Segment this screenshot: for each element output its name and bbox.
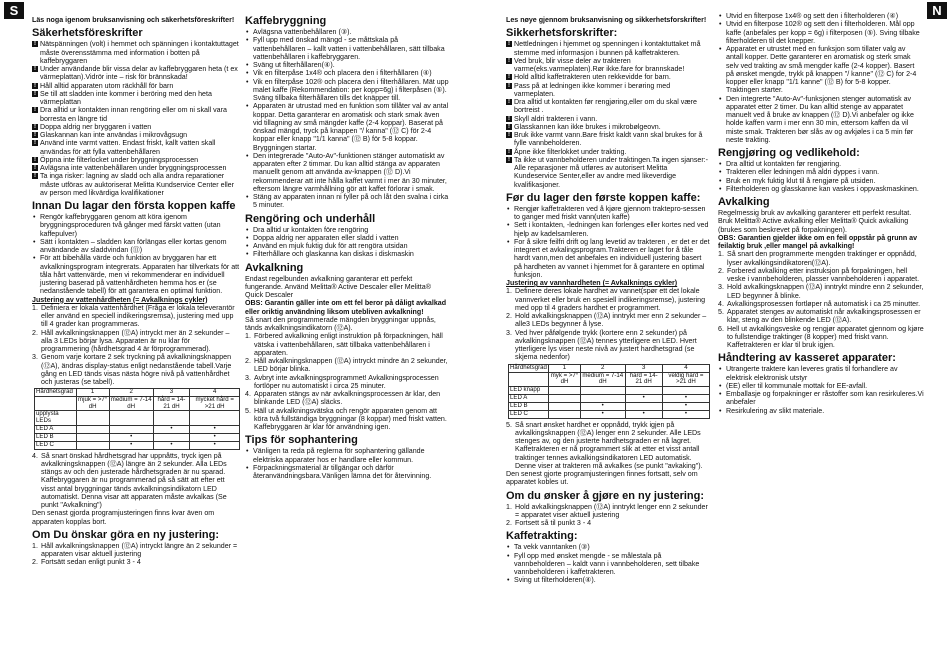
step-item: 5. Så snart ønsket hardhet er oppnådd, trykk igjen på avkalkingsknappen (⑫A) lenger enn 2 sekunder. Alle LEDs stenges av, og den justerte hardhetsgraden er nå lagret. Kaffetrakteren er nå programmert slik at etter et visst antall traktinger tennes avkalkingsindikatoren LED automatisk. Denne viser at trakteren må avkalkes (se punkt "avkaking"). <box>506 421 710 471</box>
table-led-mark: • <box>625 410 662 418</box>
step-item: 4. Så snart önskad hårdhetsgrad har uppnåtts, tryck igen på avkalkningsknappen (⑫A) längre än 2 sekunder. Alla LEDs stängs av och den justerade hårdhetsgraden är nu sparad. Kaffebryggaren är nu programmerad på så sätt att efter ett visst antal bryggningar tänds avkalkningsindikatorn LED automatiskt. Denna visar att apparaten måste avkalkas (Se punkt "Avkalkning") <box>32 452 240 510</box>
table-leds-row <box>35 411 240 425</box>
no-intro: Les nøye gjennom bruksanvisning og sikkerhetsforskrifter! <box>506 16 707 24</box>
table-empty-cell <box>76 411 109 425</box>
no-disposal-list <box>718 365 924 415</box>
step-item: 6. Hell ut avkalkingsveske og rengjør apparatet gjennom og kjøre to fullstendige traktinger (8 kopper) med friskt vann. Kaffetrakteren er klar til bruk igjen. <box>718 325 924 350</box>
step-item: 4. Apparaten stängs av när avkalkningsprocessen är klar, den blinkande LED (⑫A) släcks. <box>245 390 449 407</box>
no-brew-list-part2 <box>718 12 924 144</box>
list-item: • Dra alltid ur kontakten före rengöring <box>245 226 449 234</box>
table-leds-row <box>509 386 710 394</box>
table-col-desc: medium = 7-14 dH <box>110 396 152 410</box>
sv-first-title: Innan Du lagar den första koppen kaffe <box>32 200 236 212</box>
table-led-mark: • <box>662 402 709 410</box>
no-first-list <box>506 205 710 279</box>
no-safety-title: Sikkerhetsforskrifter: <box>506 27 618 40</box>
step-item: 1. Definere deres lokale hardhet av vannet(spør ett det lokale vannverket eller bruk en spesiell indikeringsremse), justering med opp til 4 graders hardhet er programmert. <box>506 287 710 312</box>
sv-safety-title: Säkerhetsföreskrifter <box>32 27 143 40</box>
list-item: • Filterholderen og glasskanne kan vaskes i oppvaskmaskinen. <box>718 185 924 193</box>
list-item: • Den integrerte "Auto-Av"-funksjonen stenger automatisk av apparatet etter 2 timer. Du kan alltid stenge av apparatet manuelt ved å bruke av knappen (⑫ D).Vi anbefaler og ikke holde kaffen varm i mer enn 30 min, ettersom kaffen da vil miste smak. Trakteren bør slås av og avkjøles i ca 5 min før neste trakting. <box>718 95 924 145</box>
sv-disposal-list <box>245 447 449 480</box>
sv-brew-list <box>245 28 449 210</box>
no-change-title: Om du ønsker å gjøre en ny justering: <box>506 489 705 502</box>
table-empty-cell <box>153 411 190 425</box>
list-item: • Den integrerade "Auto-Av"-funktionen stänger automatiskt av apparaten efter 2 timmar. Du kan alltid stänga av apparaten manuellt genom att använda av-knappen (⑫ D).Vi rekommenderar att inte hålla kaffet varmt i mer än 30 minuter, eftersom längre varmhållning gör att kaffet förlorar i smak. <box>245 152 449 193</box>
step-item: 1. Förbered avkalkning enligt instruktion på förpackningen, häll vätska i vattenbehållaren, sätt tillbaka vattenbehållaren i apparaten. <box>245 332 449 357</box>
safety-item: ! Pass på at ledningen ikke kommer i berøring med varmeplaten. <box>506 82 710 99</box>
list-item: • Vänligen ta reda på reglerna för sophantering gällande elektriska apparater hos er handlare eller kommun. <box>245 447 449 464</box>
list-item: • Utvid en filterpose 102® og sett den i filterholderen. Mål opp kaffe (anbefales per kopp = 6g) i filterposen (⑤). Sving tilbake filterholderen til det knepper. <box>718 20 924 45</box>
table-col-number: 4 <box>662 364 709 372</box>
sv-adjust-steps <box>32 304 240 387</box>
list-item: • Stäng av apparaten innan ni fyller på och låt den svalna i cirka 5 minuter. <box>245 193 449 210</box>
table-col-number: 1 <box>76 389 109 397</box>
table-led-mark: • <box>190 425 240 433</box>
table-desc-row <box>35 397 240 411</box>
table-col-desc: mjuk = >7° dH <box>76 397 109 411</box>
table-empty-cell <box>580 386 625 394</box>
no-after-steps <box>506 421 710 471</box>
sv-adjust-title: Justering av vattenhårdheten (= Avkalknings cykler) <box>32 295 208 304</box>
no-clean-title: Rengjøring og vedlikehold: <box>718 147 860 159</box>
table-col-number: 2 <box>109 389 153 397</box>
language-tab-swedish: S <box>4 2 24 19</box>
safety-item: ! Nätspänningen (volt) i hemmet och spänningen i kontaktuttaget måste överensstämma med information i botten på kaffebryggaren <box>32 40 240 65</box>
no-change-steps <box>506 503 710 528</box>
table-led-label: LED C <box>509 410 549 418</box>
sv-change-steps <box>32 542 240 567</box>
safety-item: ! Använd inte varmt vatten. Endast friskt, kallt vatten skall användas för att fylla vattenbehållaren <box>32 139 240 156</box>
list-item: • Sett i kontakten, -ledningen kan forlenges eller kortes ned ved hjelp av kadelsamleren. <box>506 221 710 238</box>
safety-item: ! Dra alltid ur kontakten innan rengöring eller om ni skall vara borresta en längre tid <box>32 106 240 123</box>
table-header-row <box>509 364 710 372</box>
table-led-mark <box>625 402 662 410</box>
table-led-mark <box>548 394 580 402</box>
safety-item: ! Nettledningen i hjemmet og spenningen i kontaktuttaket må stemme med informasjon i bunnen på kaffetrakteren. <box>506 40 710 57</box>
table-led-mark: • <box>580 402 625 410</box>
list-item: • Doppa aldrig ner apparaten eller sladd i vatten <box>245 234 449 242</box>
table-led-mark <box>548 402 580 410</box>
table-led-mark <box>76 425 109 433</box>
list-item: • Utvid en filterpose 1x4® og sett den i filterholderen (④) <box>718 12 924 20</box>
table-row <box>35 441 240 449</box>
table-led-mark: • <box>190 433 240 441</box>
no-column-2 <box>718 12 924 662</box>
language-tab-norwegian: N <box>927 2 947 19</box>
table-row <box>509 402 710 410</box>
no-descale-steps <box>718 250 924 349</box>
list-item: • Sving ut filterholderen(④). <box>506 576 710 584</box>
list-item: • Vik en filterpåse 102® och placera den i filterhållaren. Mät upp malet kaffe (Rekommendation: per kopp=6g) i filterpåsen (⑤). Sväng tillbaka filterhållaren tills det knäpper till. <box>245 78 449 103</box>
step-item: 2. Fortsätt sedan enligt punkt 3 - 4 <box>32 558 240 566</box>
list-item: • Resirkulering av slikt materiale. <box>718 407 924 415</box>
step-item: 4. Avkalkingsprosessen fortløper nå automatisk i ca 25 minutter. <box>718 300 924 308</box>
table-col-number: 3 <box>625 364 662 372</box>
table-head-label: Hårdhetsgrad <box>510 363 547 371</box>
list-item: • Trakteren eller ledningen må aldri dyppes i vann. <box>718 168 924 176</box>
safety-item: ! Under användande blir vissa delar av kaffebryggaren heta (t ex värmeplattan).Vidrör inte – risk för brännskada! <box>32 65 240 82</box>
step-item: 1. Hold avkalkingsknappen (⑫A) inntrykt lenger enn 2 sekunder = apparatet viser aktuell justering <box>506 503 710 520</box>
no-column-1 <box>506 16 710 666</box>
safety-item: ! Ta inga risker: lagning av sladd och alla andra reparationer måste utföras av auktoriserat Melitta Kundservice Center eller av person med likvärdiga kvalifikationer <box>32 172 240 197</box>
safety-item: ! Bruk ikke varmt vann.Bare friskt kaldt vann skal brukes for å fylle vannbeholderen. <box>506 131 710 148</box>
sv-brew-title: Kaffebryggning <box>245 15 327 27</box>
table-empty-cell <box>109 411 153 425</box>
step-item: 5. Häll ut avkalkningsvätska och rengör apparaten genom att köra två fullständiga bryggningar (8 koppar) med friskt vatten. Kaffebryggaren är klar för användning igen. <box>245 407 449 432</box>
table-empty-cell <box>548 386 580 394</box>
sv-safety-list <box>32 40 240 197</box>
table-desc-row <box>509 372 710 386</box>
table-col-desc: medium = 7-14 dH <box>582 371 624 386</box>
table-led-label: LED C <box>35 441 77 449</box>
no-hardness-table <box>508 364 710 419</box>
no-safety-list <box>506 40 710 189</box>
table-head-label: Hårdhetsgrad <box>35 389 77 397</box>
list-item: • Vik en filterpåse 1x4® och placera den i filterhållaren (④) <box>245 69 449 77</box>
table-led-mark <box>153 433 190 441</box>
list-item: • Rengjør kaffetrakteren ved å kjøre gjennom traktepro-sessen to ganger med friskt vann(uten kaffe) <box>506 205 710 222</box>
sv-descale-warning: OBS: Garantin gäller inte om ett fel beror på dåligt avkalkad eller oriktig användning liksom utebliven avkalkning! <box>245 299 447 316</box>
table-col-desc: mycket hård = >21 dH <box>190 397 240 411</box>
table-led-mark: • <box>109 441 153 449</box>
list-item: • (EE) eller til kommunale mottak for EE-avfall. <box>718 382 924 390</box>
list-item: • Bruk en myk fuktig klut til å rengjøre på utsiden. <box>718 177 924 185</box>
table-empty-cell <box>625 386 662 394</box>
safety-item: ! Skyll aldri trakteren i vann. <box>506 115 710 123</box>
safety-item: ! Dra alltid ut kontakten før rengjøring,eller om du skal være bortreist . <box>506 98 710 115</box>
step-item: 2. Håll avkalkningsknappen (⑫A) intryckt mer än 2 sekunder – alla 3 LEDs börjar lysa. Apparaten är nu klar för programmering (hårdhetsgrad 4 är förprogrammerad). <box>32 329 240 354</box>
table-row <box>35 425 240 433</box>
list-item: • Dra alltid ut kontakten før rengjøring. <box>718 160 924 168</box>
list-item: • Fyll opp med ønsket mengde - se målestala på vannbeholderen – kaldt vann i vannbeholderen, sett tilbake vannbeholderen i kaffetrakteren. <box>506 552 710 577</box>
table-led-mark: • <box>625 394 662 402</box>
no-first-title: Før du lager den første koppen kaffe: <box>506 191 701 204</box>
table-col-number: 1 <box>548 364 580 372</box>
safety-item: ! Doppa aldrig ner bryggaren i vatten <box>32 123 240 131</box>
table-led-mark: • <box>109 433 153 441</box>
sv-descale-intro: Endast regelbunden avkalkning garanterar ett perfekt fungerande. Använd Melitta® Active Descaler eller Melitta® Quick Descaler <box>245 274 431 299</box>
list-item: • Använd en mjuk fuktig duk för att rengöra utsidan <box>245 242 449 250</box>
no-adjust-steps <box>506 287 710 361</box>
no-descale-warning: OBS: Garantien gjelder ikke om en feil oppstår på grunn av feilaktig bruk ,eller mangel på avkalking! <box>718 233 918 250</box>
safety-item: ! Se till att sladden inte kommer i beröring med den heta värmeplattan <box>32 90 240 107</box>
safety-item: ! Glasskannen kan ikke brukes i mikrobølgeovn. <box>506 123 710 131</box>
step-item: 3. Avbryt inte avkalkningsprogrammet! Avkalkningsprocessen fortlöper nu automatiskt i circa 25 minuter. <box>245 374 449 391</box>
no-clean-list <box>718 160 924 193</box>
safety-item: ! Ta ikke ut vannbeholderen under traktingen.Ta ingen sjanser:-Alle reparasjoner må utføres av autorisert Melitta Kundeservice Senter,eller av andre med likeverdige kvalifikasjoner. <box>506 156 710 189</box>
sv-clean-list <box>245 226 449 259</box>
no-descale-intro: Regelmessig bruk av avkalking garanterer ett perfekt resultat. Bruk Melitta® Active avkalking eller Melitta® Quick avkalking (brukes som beskrevet på forpakningen). <box>718 209 912 234</box>
step-item: 2. Hold avkalkingsknappen (⑫A) inntrykt mer enn 2 sekunder – alle3 LEDs begynner å lyse. <box>506 312 710 329</box>
list-item: • Utrangerte traktere kan leveres gratis til forhandlere av elektrisk elektronisk utstyr <box>718 365 924 382</box>
table-col-number: 3 <box>153 389 190 397</box>
sv-first-list <box>32 213 240 296</box>
sv-column-1 <box>32 16 240 666</box>
sv-intro: Läs noga igenom bruksanvisning och säkerhetsföreskrifter! <box>32 16 235 24</box>
no-brew-list-part1 <box>506 543 710 584</box>
table-row <box>35 433 240 441</box>
table-leds-label: LED knapp <box>509 386 549 394</box>
safety-item: ! Åpne ikke filterlokket under trakting. <box>506 148 710 156</box>
table-led-mark: • <box>662 410 709 418</box>
sv-change-title: Om Du önskar göra en ny justering: <box>32 528 220 541</box>
step-item: 5. Apparatet stenges av automatiskt når avkalkingsprosessen er klar, steng av den blinkende LED (⑫A). <box>718 308 924 325</box>
sv-column-2 <box>245 12 449 662</box>
list-item: • Rengör kaffebryggaren genom att köra igenom bryggningsproceduren två gånger med färskt vatten (utan kaffepulver) <box>32 213 240 238</box>
sv-after-note: Den senast gjorda programjusteringen finns kvar även om apparaten kopplas bort. <box>32 509 215 526</box>
table-led-mark: • <box>190 441 240 449</box>
list-item: • Apparaten är utrustad med en funktion som tillåter val av antal koppar. Detta garanterar en aromatisk och stark smak även vid tillagning av små mängder kaffe (2-4 koppar). Baserat på önskad mängd, tryck på knappen "/ kanna" (⑫ C) för 2-4 koppar eller knapp "1/1 kanna" (⑫ B) för 5-8 koppar. Bryggningen startar. <box>245 102 449 152</box>
table-col-desc: myk = >7° dH <box>548 372 580 386</box>
table-leds-label: upplysta LEDs <box>35 411 77 425</box>
table-col-desc: hard = 14-21 dH <box>625 372 662 386</box>
table-row <box>509 394 710 402</box>
step-item: 3. Ved hver påfølgende trykk (kortere enn 2 sekunder) på avkalkingsknappen (⑫A) tennes ytterligere en LED. Hvert ytterligere lys viser neste nivå av justert hardhetsgrad (se skjema nedenfor) <box>506 329 710 362</box>
sv-after-steps <box>32 452 240 510</box>
table-led-mark <box>76 441 109 449</box>
safety-item: ! Hold alltid kaffetrakteren uten rekkevidde for barn. <box>506 73 710 81</box>
table-led-mark <box>109 425 153 433</box>
list-item: • For å sikre feilfri drift og lang levetid av trakteren , er det er det integrert et avkalingsprogram.Trakteren er laget for å tåle hardt vann,men det anbefales en individuell justering basert på hardheten av vannet i hjemmet for å garantere en optimal funksjon. <box>506 238 710 279</box>
step-item: 2. Forbered avkalking etter instruksjon på forpakningen, hell veske i vannbeholderen, plasser vannbeholderen i apparatet. <box>718 267 924 284</box>
table-led-mark: • <box>153 441 190 449</box>
sv-descale-title: Avkalkning <box>245 261 304 274</box>
list-item: • Avlägsna vattenbehållaren (③). <box>245 28 449 36</box>
step-item: 3. Genom varje kortare 2 sek tryckning på avkalkningsknappen (⑫A), ändras display-status enligt nedanstående tabell.Varje gång en LED tänds visas nästa högre nivå på vattenhårdhet och justeras (se tabell). <box>32 353 240 386</box>
no-descale-title: Avkalking <box>718 196 770 208</box>
table-led-mark <box>580 394 625 402</box>
list-item: • Emballasje og forpakninger er råstoffer som kan resirkuleres.Vi anbefaler <box>718 390 924 407</box>
sv-descale-steps <box>245 332 449 431</box>
list-item: • Sväng ut filterhållaren(④). <box>245 61 449 69</box>
table-row <box>509 410 710 418</box>
table-empty-cell <box>35 397 77 411</box>
table-led-label: LED A <box>35 425 77 433</box>
no-after-note: Den senest gjorte programjusteringen finnes fortsatt, selv om apparatet kobles ut. <box>506 470 698 487</box>
table-col-desc: hård = 14-21 dH <box>153 397 190 411</box>
list-item: • För att bibehålla värde och funktion av bryggaren har ett avkalkningsprogram integrerats. Apparaten har tillverkats för att tåla hårt vattenvärde, men vi rekommenderar en individuell justering baserad på vattenhårdheten hemma hos er (se nedanstående tabell) för att garantera en optimal funktion. <box>32 254 240 295</box>
no-disposal-title: Håndtering av kasseret apparater: <box>718 352 896 365</box>
sv-clean-title: Rengöring och underhåll <box>245 212 376 225</box>
table-empty-cell <box>662 386 709 394</box>
sv-disposal-title: Tips för sophantering <box>245 434 358 447</box>
safety-item: ! Glaskannan kan inte användas i mikrovågsugn <box>32 131 240 139</box>
step-item: 1. Håll avkalkningsknappen (⑫A) intryckt längre än 2 sekunder = apparaten visar aktuell justering <box>32 542 240 559</box>
safety-item: ! Håll alltid apparaten utom räckhåll för barn <box>32 82 240 90</box>
safety-item: ! Avlägsna inte vattenbehållaren under bryggningsprocessen <box>32 164 240 172</box>
table-empty-cell <box>190 411 240 425</box>
step-item: 2. Fortsett så til punkt 3 - 4 <box>506 519 710 527</box>
table-col-number: 4 <box>190 389 240 397</box>
list-item: • Apparatet er utrustet med en funksjon som tillater valg av antall kopper. Dette garanterer en aromatisk og sterk smak selv ved trakting av små mengder kaffe (2-4 kopper). Basert på ønsket mengde, trykk på knappen "/ kanne" (⑫ C) for 2-4 kopper eller knapp "1/1 kanne" (⑫ B) for 5-8 kopper. Traktingen starter. <box>718 45 924 95</box>
safety-item: ! Ved bruk, blir visse deler av trakteren varme(eks.varmeplaten).Rør ikke.fare for brannskade! <box>506 57 710 74</box>
list-item: • Förpackningsmaterial är tillgängar och därför återanvändningsbara.Vänligen lämna det för återvinning. <box>245 464 449 481</box>
safety-item: ! Öppna inte filterlocket under bryggningsprocessen <box>32 156 240 164</box>
sv-hardness-table <box>34 388 240 449</box>
table-led-mark <box>548 410 580 418</box>
list-item: • Sätt i kontakten – sladden kan förlängas eller kortas genom användande av sladdvindan (⑪) <box>32 238 240 255</box>
list-item: • Ta vekk vanntanken (③) <box>506 543 710 551</box>
table-led-label: LED B <box>509 402 549 410</box>
table-led-mark: • <box>153 425 190 433</box>
step-item: 1. Så snart den programmerte mengden traktinger er oppnådd, lyser avkalkingsindikatoren(⑫A). <box>718 250 924 267</box>
table-led-mark: • <box>662 394 709 402</box>
no-brew-title: Kaffetrakting: <box>506 530 578 543</box>
table-led-mark: • <box>580 410 625 418</box>
step-item: 1. Definiera er lokala vattenhårdhet (Fråga er lokala televerantör eller använd en speciell indikeringsremsa), justering med upp till 4 grader kan programmeras. <box>32 304 240 329</box>
sv-descale-note: Så snart den programmerade mängden bryggningar uppnås, tänds avkalkningsindikatorn (⑫A). <box>245 315 436 332</box>
table-col-desc: veldig hard = >21 dH <box>662 372 709 386</box>
step-item: 2. Håll avkalkningsknappen (⑫A) intryckt mindre än 2 sekunder, LED börjar blinka. <box>245 357 449 374</box>
table-col-number: 2 <box>580 364 625 372</box>
table-empty-cell <box>509 372 549 386</box>
table-led-mark <box>76 433 109 441</box>
table-led-label: LED A <box>509 394 549 402</box>
table-led-label: LED B <box>35 433 77 441</box>
list-item: • Fyll upp med önskad mängd - se måttskala på vattenbehållaren – kallt vatten i vattenbehållaren, sätt tillbaka vattenbehållaren i kaffebryggaren. <box>245 36 449 61</box>
list-item: • Filterhållare och glaskanna kan diskas i diskmaskin <box>245 250 449 258</box>
step-item: 3. Hold avkalkingsknappen (⑫A) inntrykt mindre enn 2 sekunder, LED begynner å blinke. <box>718 283 924 300</box>
no-adjust-title: Justering av vannhardheten (= Avkalknings cykler) <box>506 279 678 287</box>
